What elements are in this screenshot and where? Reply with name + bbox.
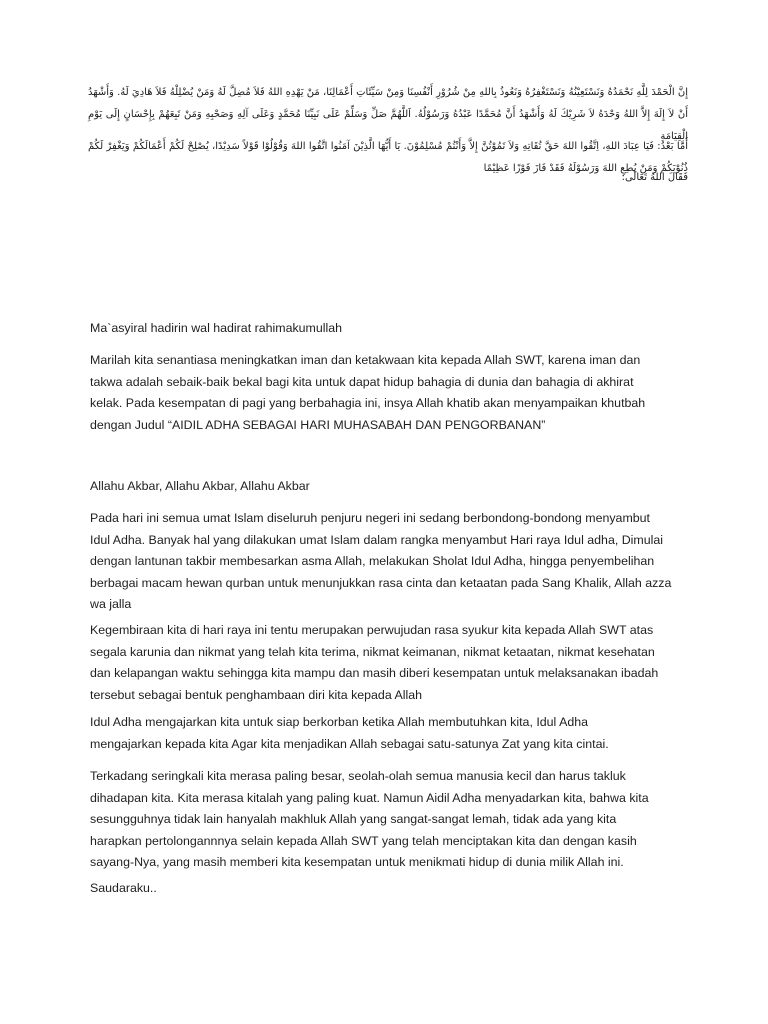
paragraph-line: sesungguhnya tidak lain hanyalah makhluk Allah yang sangat-sangat lemah, tidak ada yang kita xyxy=(90,812,617,826)
paragraph-line: kelak. Pada kesempatan di pagi yang berbahagia ini, insya Allah khatib akan menyampaikan khutbah xyxy=(90,396,646,410)
paragraph-line: berbagai macam hewan qurban untuk menunjukkan rasa cinta dan ketaatan pada Sang Khalik, Allah azza xyxy=(90,575,672,590)
paragraph-line: dengan lantunan takbir membesarkan asma Allah, melakukan Sholat Idul Adha, hingga penyembelihan xyxy=(90,554,655,568)
paragraph-line: Idul Adha. Banyak hal yang dilakukan umat Islam dalam rangka menyambut Hari raya Idul adha, Dimulai xyxy=(90,532,664,547)
paragraph-line: Ma`asyiral hadirin wal hadirat rahimakumullah xyxy=(90,321,343,335)
paragraph-line: tersebut sebagai bentuk penghambaan diri kita kepada Allah xyxy=(90,687,423,702)
paragraph-line: Terkadang seringkali kita merasa paling besar, seolah-olah semua manusia kecil dan harus takluk xyxy=(90,769,626,783)
paragraph-line: takwa adalah sebaik-baik bekal bagi kita untuk dapat hidup bahagia di dunia dan bahagia di akhirat xyxy=(90,374,634,389)
paragraph-line: Pada hari ini semua umat Islam diseluruh penjuru negeri ini sedang berbondong-bondong menyambut xyxy=(90,511,650,525)
paragraph-line: Idul Adha mengajarkan kita untuk siap berkorban ketika Allah membutuhkan kita, Idul Adha xyxy=(90,715,589,729)
arabic-opening-text: إِنَّ الْحَمْدَ لِلَّهِ نَحْمَدُهُ وَنَسْتَعِيْنُهُ وَنَسْتَغْفِرُهُ وَنَعُوذُ بِاللهِ مِنْ شُرُوْرِ أَنْفُسِنَا وَمِنْ سَيِّئَاتِ أَعْمَالِنَا، مَنْ يَهْدِهِ اللهُ فَلاَ مُضِلَّ لَهُ وَمَنْ يُضْلِلْهُ فَلاَ هَادِيَ لَهُ. وَأَشْهَدُ أَنْ لاَ إِلَهَ إِلاَّ اللهُ وَحْدَهُ لاَ شَرِيْكَ لَهُ وَأَشْهَدُ أَنَّ مُحَمَّدًا عَبْدُهُ وَرَسُوْلُهُ. اَللَّهُمَّ صَلِّ وَسَلِّمْ عَلَى نَبِيِّنَا مُحَمَّدٍ وَعَلَى آلِهِ وَصَحْبِهِ وَمَنْ تَبِعَهُمْ بِإِحْسَانٍ إِلَى يَوْمِ الْقِيَامَةِ xyxy=(88,87,688,142)
paragraph-line: dengan Judul “AIDIL ADHA SEBAGAI HARI MUHASABAH DAN PENGORBANAN” xyxy=(90,417,546,432)
body-paragraph xyxy=(90,766,690,874)
arabic-closing-text: فَقَالَ اللهُ تَعَالَى: xyxy=(621,172,688,183)
paragraph-line: Marilah kita senantiasa meningkatkan iman dan ketakwaan kita kepada Allah SWT, karena iman dan xyxy=(90,353,641,367)
paragraph-line: segala karunia dan nikmat yang telah kita terima, nikmat keimanan, nikmat ketaatan, nikmat kesehatan xyxy=(90,644,655,659)
arabic-taqwa-text: أَمَّا بَعْدُ: فَيَا عِبَادَ اللهِ، اِتَّقُوا اللهَ حَقَّ تُقَاتِهِ وَلاَ تَمُوْتُنَّ إِلاَّ وَأَنْتُمْ مُسْلِمُوْنَ. يَا أَيُّهَا الَّذِيْنَ آمَنُوا اتَّقُوا اللهَ وَقُوْلُوْا قَوْلاً سَدِيْدًا، يُصْلِحْ لَكُمْ أَعْمَالَكُمْ وَيَغْفِرْ لَكُمْ ذُنُوْبَكُمْ وَمَنْ يُطِعِ اللهَ وَرَسُوْلَهُ فَقَدْ فَازَ فَوْزًا عَظِيْمًا xyxy=(88,141,688,174)
salutation-paragraph xyxy=(90,318,690,340)
paragraph-line: harapkan pertolongannnya selain kepada Allah SWT yang telah menciptakan kita dan dengan kasih xyxy=(90,833,637,848)
closing-paragraph xyxy=(90,878,690,900)
body-paragraph xyxy=(90,620,690,706)
paragraph-line: Saudaraku.. xyxy=(90,881,157,895)
paragraph-line: Kegembiraan kita di hari raya ini tentu merupakan perwujudan rasa syukur kita kepada Allah SWT atas xyxy=(90,623,654,637)
paragraph-line: dihadapan kita. Kita merasa kitalah yang paling kuat. Namun Aidil Adha menyadarkan kita, bahwa kita xyxy=(90,790,649,805)
paragraph-line: sayang-Nya, yang masih memberi kita kesempatan untuk menikmati hidup di dunia milik Allah ini. xyxy=(90,855,624,869)
paragraph-line: mengajarkan kepada kita Agar kita menjadikan Allah sebagai satu-satunya Zat yang kita cintai. xyxy=(90,736,609,751)
takbir-paragraph xyxy=(90,476,690,498)
paragraph-line: wa jalla xyxy=(90,597,132,611)
paragraph-line: dan kelapangan waktu sehingga kita mampu dan masih diberi kesempatan untuk melaksanakan ibadah xyxy=(90,666,659,680)
body-paragraph xyxy=(90,508,690,616)
body-paragraph xyxy=(90,712,690,755)
intro-paragraph xyxy=(90,350,690,436)
paragraph-line: Allahu Akbar, Allahu Akbar, Allahu Akbar xyxy=(90,479,310,493)
